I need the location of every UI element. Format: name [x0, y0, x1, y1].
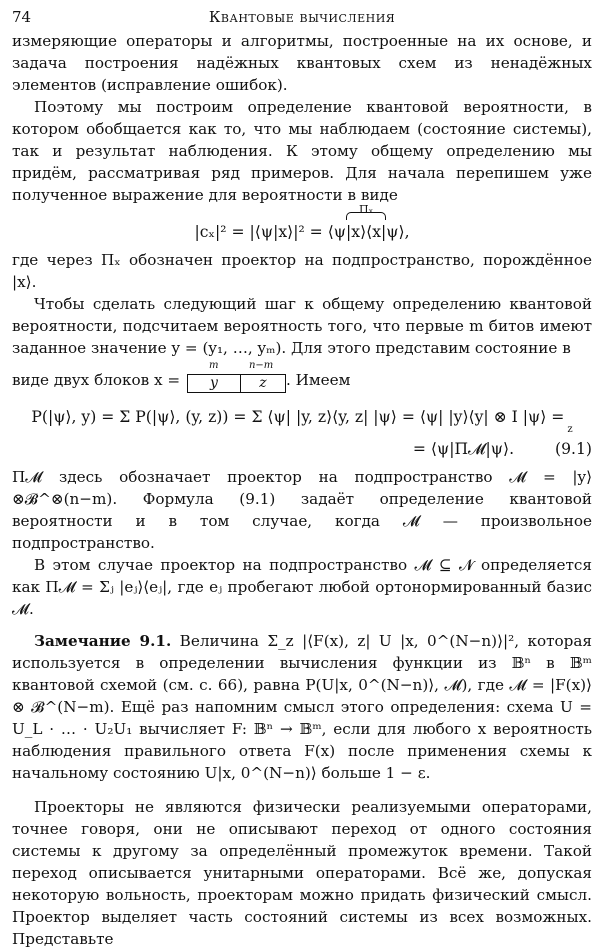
- running-title: Квантовые вычисления: [208, 8, 396, 26]
- paragraph-5: Π𝓜 здесь обозначает проектор на подпространство 𝓜 = |y⟩⊗𝓑^⊗(n−m). Формула (9.1) задаёт определение квантовой вероятности и в том случае, когда 𝓜 — произвольное подпространство.: [12, 468, 592, 552]
- remark-9-1: [12, 630, 592, 784]
- overbrace-label: Πₓ: [359, 203, 374, 216]
- spacer: [12, 784, 592, 796]
- block-top-label-n-m: n−m: [248, 360, 274, 371]
- paragraph-7: Проекторы не являются физически реализуемыми операторами, точнее говоря, они не описывают переход от одного состояния системы к другому за определённый промежуток времени. Такой переход описывается унитарными операторами. Всё же, допуская некоторую вольность, проекторам можно придать физический смысл. Проектор выделяет часть состояний системы из всех возможных. Представьте: [12, 798, 592, 948]
- paragraph-6: В этом случае проектор на подпространство 𝓜 ⊆ 𝓝 определяется как Π𝓜 = Σⱼ |eⱼ⟩⟨eⱼ|, где eⱼ пробегают любой ортонормированный базис 𝓜.: [12, 556, 592, 618]
- remark-text: Величина Σ_z |⟨F(x), z| U |x, 0^(N−n)⟩|², которая используется в определении вычисления функции из 𝔹ⁿ в 𝔹ᵐ квантовой схемой (см. с. 66), равна P(U|x, 0^(N−n)⟩, 𝓜), где 𝓜 = |F(x)⟩ ⊗ 𝓑^(N−m). Ещё раз напомним смысл этого определения: схема U = U_L · … · U₂U₁ вычисляет F: 𝔹ⁿ → 𝔹ᵐ, если для любого x вероятность наблюдения правильного ответа F(x) после применения схемы к начальному состоянию U|x, 0^(N−n)⟩ больше 1 − ε.: [12, 632, 592, 782]
- equation-9-1-line-1: [12, 405, 592, 435]
- blocks-suffix: . Имеем: [285, 371, 351, 389]
- eq91-line2: = ⟨ψ|Π𝓜|ψ⟩.: [412, 440, 515, 458]
- paragraph-2: Поэтому мы построим определение квантовой вероятности, в котором обобщается как то, что мы наблюдаем (состояние системы), так и результат наблюдения. К этому общему определению мы придём, рассматривая ряд примеров. Для начала перепишем уже полученное выражение для вероятности в виде: [12, 98, 592, 204]
- equation-projector: [12, 203, 592, 244]
- page-header: [12, 6, 592, 30]
- book-page: [12, 6, 592, 950]
- eq1-right: ψ⟩,: [386, 223, 410, 241]
- equation-9-1-line-2: [12, 437, 592, 461]
- eq1-under: |x⟩⟨x|: [346, 223, 387, 241]
- paragraph-4-blocks-line: [12, 360, 592, 393]
- remark-label: Замечание 9.1.: [34, 632, 172, 650]
- paragraph-4: Чтобы сделать следующий шаг к общему определению квантовой вероятности, подсчитаем вероятность того, что первые m битов имеют заданное значение y = (y₁, …, yₘ). Для этого представим состояние в: [12, 295, 592, 357]
- block-z: z: [241, 374, 286, 393]
- paragraph-1: измеряющие операторы и алгоритмы, построенные на их основе, и задача построения надёжных квантовых схем из ненадёжных элементов (исправление ошибок).: [12, 32, 592, 94]
- block-top-label-m: m: [208, 360, 219, 371]
- blocks-prefix: виде двух блоков x =: [12, 371, 181, 389]
- block-y: y: [187, 374, 241, 393]
- paragraph-3: где через Πₓ обозначен проектор на подпространство, порождённое |x⟩.: [12, 251, 592, 291]
- page-number: 74: [12, 8, 32, 26]
- equation-number: (9.1): [555, 440, 592, 458]
- eq1-left: |cₓ|² = |⟨ψ|x⟩|² = ⟨ψ: [194, 223, 347, 241]
- sum-index: z: [567, 424, 573, 435]
- overbrace-shape: [346, 212, 386, 220]
- overbrace-term: [346, 203, 387, 244]
- eq91-line1: P(|ψ⟩, y) = Σ P(|ψ⟩, (y, z)) = Σ ⟨ψ| |y, z⟩⟨y, z| |ψ⟩ = ⟨ψ| |y⟩⟨y| ⊗ I |ψ⟩ =: [31, 408, 565, 426]
- two-blocks-diagram: [187, 360, 286, 393]
